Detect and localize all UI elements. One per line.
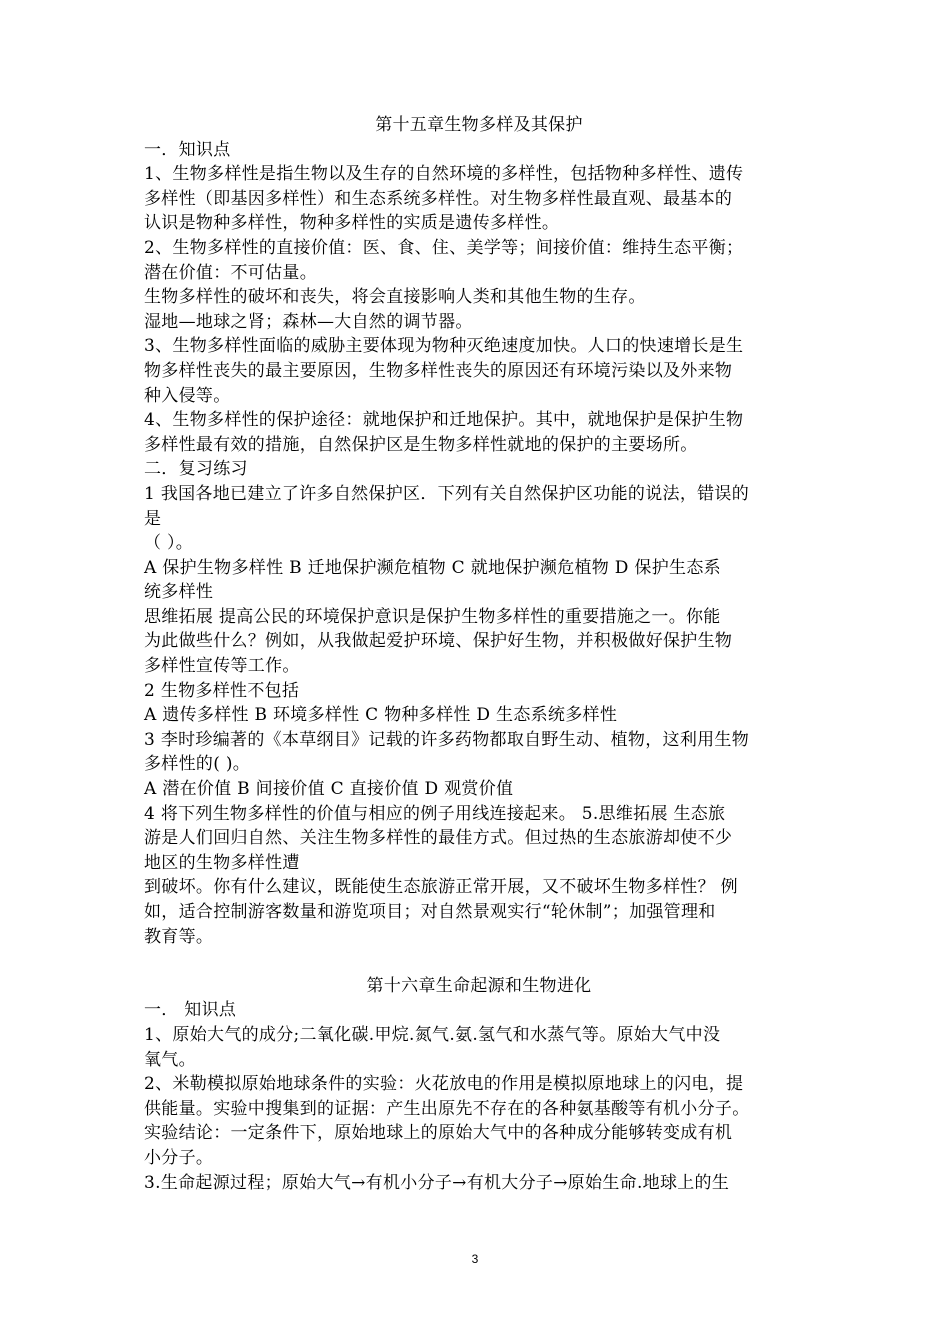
- text-line: 4 将下列生物多样性的价值与相应的例子用线连接起来。 5.思维拓展 生态旅: [144, 803, 726, 824]
- text-line: 游是人们回归自然、关注生物多样性的最佳方式。但过热的生态旅游却使不少: [144, 828, 733, 849]
- text-line: 到破坏。你有什么建议，既能使生态旅游正常开展，又不破坏生物多样性？ 例: [144, 877, 738, 898]
- text-line: 思维拓展 提高公民的环境保护意识是保护生物多样性的重要措施之一。你能: [144, 606, 721, 627]
- text-line: 地区的生物多样性遭: [144, 852, 300, 873]
- text-line: 1、原始大气的成分;二氧化碳.甲烷.氮气.氨.氢气和水蒸气等。原始大气中没: [144, 1024, 721, 1045]
- text-line: 多样性最有效的措施，自然保护区是生物多样性就地的保护的主要场所。: [144, 434, 698, 455]
- text-line: 供能量。实验中搜集到的证据：产生出原先不存在的各种氨基酸等有机小分子。: [144, 1098, 750, 1119]
- text-line: 是: [144, 508, 162, 529]
- text-line: 小分子。: [144, 1147, 214, 1168]
- text-line: 多样性的( )。: [144, 754, 251, 775]
- text-line: 认识是物种多样性，物种多样性的实质是遗传多样性。: [144, 213, 560, 234]
- text-line: 教育等。: [144, 926, 214, 947]
- text-line: 多样性宣传等工作。: [144, 656, 300, 677]
- page-number: 3: [471, 1252, 479, 1266]
- text-line: 一． 知识点: [144, 1000, 237, 1021]
- text-line: 3.生命起源过程；原始大气→有机小分子→有机大分子→原始生命.地球上的生: [144, 1172, 730, 1193]
- text-line: 1 我国各地已建立了许多自然保护区．下列有关自然保护区功能的说法，错误的: [144, 483, 750, 504]
- text-line: 2 生物多样性不包括: [144, 680, 300, 701]
- text-line: 一．知识点: [144, 139, 231, 160]
- text-line: A 遗传多样性 B 环境多样性 C 物种多样性 D 生态系统多样性: [144, 705, 618, 726]
- document-body: [144, 113, 814, 1195]
- text-line: 生物多样性的破坏和丧失，将会直接影响人类和其他生物的生存。: [144, 287, 646, 308]
- section-spacer: [144, 949, 814, 974]
- text-line: 物多样性丧失的最主要原因，生物多样性丧失的原因还有环境污染以及外来物: [144, 360, 733, 381]
- text-line: 多样性（即基因多样性）和生态系统多样性。对生物多样性最直观、最基本的: [144, 188, 733, 209]
- text-line: 二．复习练习: [144, 459, 248, 480]
- text-line: 为此做些什么？例如，从我做起爱护环境、保护好生物，并积极做好保护生物: [144, 631, 733, 652]
- text-line: 统多样性: [144, 582, 214, 603]
- text-line: 3、生物多样性面临的威胁主要体现为物种灭绝速度加快。人口的快速增长是生: [144, 336, 744, 357]
- text-line: 氧气。: [144, 1049, 196, 1070]
- text-line: 种入侵等。: [144, 385, 231, 406]
- text-line: （ ）。: [144, 533, 194, 554]
- text-line: 实验结论：一定条件下，原始地球上的原始大气中的各种成分能够转变成有机: [144, 1123, 733, 1144]
- text-line: 潜在价值：不可估量。: [144, 262, 317, 283]
- text-line: A 保护生物多样性 B 迁地保护濒危植物 C 就地保护濒危植物 D 保护生态系: [144, 557, 721, 578]
- text-line: 2、米勒模拟原始地球条件的实验：火花放电的作用是模拟原地球上的闪电，提: [144, 1074, 744, 1095]
- text-line: 湿地—地球之肾；森林—大自然的调节器。: [144, 311, 473, 332]
- text-line: 1、生物多样性是指生物以及生存的自然环境的多样性，包括物种多样性、遗传: [144, 164, 744, 185]
- chapter-15-title: 第十五章生物多样及其保护: [375, 115, 583, 135]
- text-line: A 潜在价值 B 间接价值 C 直接价值 D 观赏价值: [144, 779, 514, 800]
- text-line: 4、生物多样性的保护途径：就地保护和迁地保护。其中，就地保护是保护生物: [144, 410, 744, 431]
- chapter-16-title: 第十六章生命起源和生物进化: [366, 975, 592, 996]
- text-line: 2、生物多样性的直接价值：医、食、住、美学等；间接价值：维持生态平衡；: [144, 237, 744, 258]
- text-line: 3 李时珍编著的《本草纲目》记载的许多药物都取自野生动、植物，这利用生物: [144, 729, 750, 750]
- text-line: 如，适合控制游客数量和游览项目；对自然景观实行“轮休制”；加强管理和: [144, 902, 716, 922]
